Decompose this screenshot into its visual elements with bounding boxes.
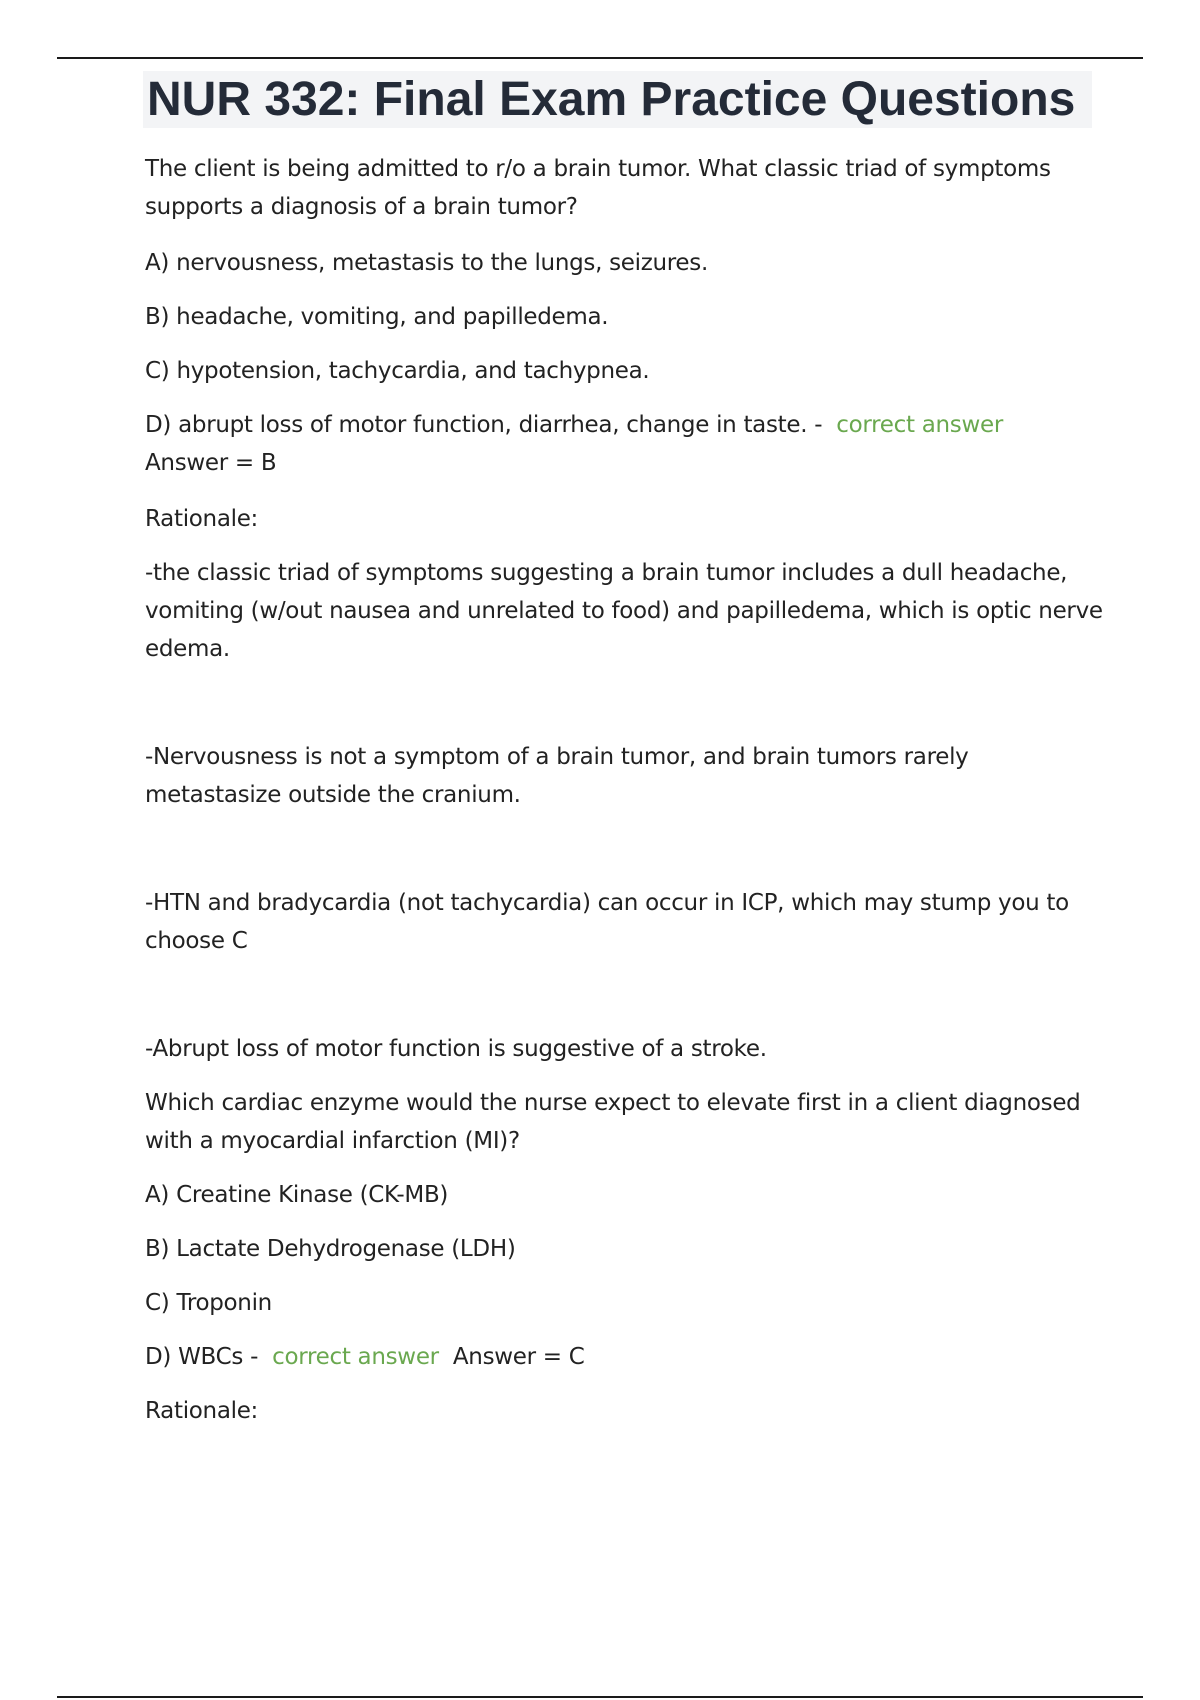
top-rule: [57, 57, 1143, 59]
page-title: NUR 332: Final Exam Practice Questions: [147, 73, 1076, 126]
q2-option-a: A) Creatine Kinase (CK-MB): [145, 1182, 449, 1208]
q1-option-a: A) nervousness, metastasis to the lungs, seizures.: [145, 250, 708, 276]
q1-option-d: D) abrupt loss of motor function, diarrhea, change in taste. -: [145, 412, 823, 438]
q1-option-b: B) headache, vomiting, and papilledema.: [145, 304, 609, 330]
q2-option-c: C) Troponin: [145, 1290, 272, 1316]
q2-option-b: B) Lactate Dehydrogenase (LDH): [145, 1236, 516, 1262]
q1-answer: Answer = B: [145, 450, 277, 476]
q2-correct-answer-label: correct answer: [272, 1344, 439, 1370]
q1-rationale-3: -HTN and bradycardia (not tachycardia) can occur in ICP, which may stump you to choose C: [145, 890, 1069, 954]
q1-option-c: C) hypotension, tachycardia, and tachypnea.: [145, 358, 650, 384]
q2-option-d: D) WBCs -: [145, 1344, 259, 1370]
q2-answer: Answer = C: [452, 1344, 585, 1370]
q2-rationale-label: Rationale:: [145, 1398, 259, 1424]
q1-rationale-label: Rationale:: [145, 506, 259, 532]
document-body: [145, 150, 1105, 1430]
q2-stem: Which cardiac enzyme would the nurse expect to elevate first in a client diagnosed with a myocardial infarction (MI)?: [145, 1090, 1081, 1154]
q1-stem: The client is being admitted to r/o a brain tumor. What classic triad of symptoms supports a diagnosis of a brain tumor?: [145, 156, 1051, 220]
q1-rationale-1: -the classic triad of symptoms suggesting a brain tumor includes a dull headache, vomiting (w/out nausea and unrelated to food) and papilledema, which is optic nerve edema.: [145, 560, 1103, 662]
q1-rationale-2: -Nervousness is not a symptom of a brain tumor, and brain tumors rarely metastasize outside the cranium.: [145, 744, 969, 808]
bottom-rule: [57, 1696, 1143, 1698]
title-banner: [143, 71, 1092, 128]
q2-option-d-line: [145, 1338, 1105, 1376]
q1-correct-answer-label: correct answer: [836, 412, 1003, 438]
q1-rationale-4: -Abrupt loss of motor function is suggestive of a stroke.: [145, 1036, 767, 1062]
q1-option-d-line: [145, 406, 1105, 444]
